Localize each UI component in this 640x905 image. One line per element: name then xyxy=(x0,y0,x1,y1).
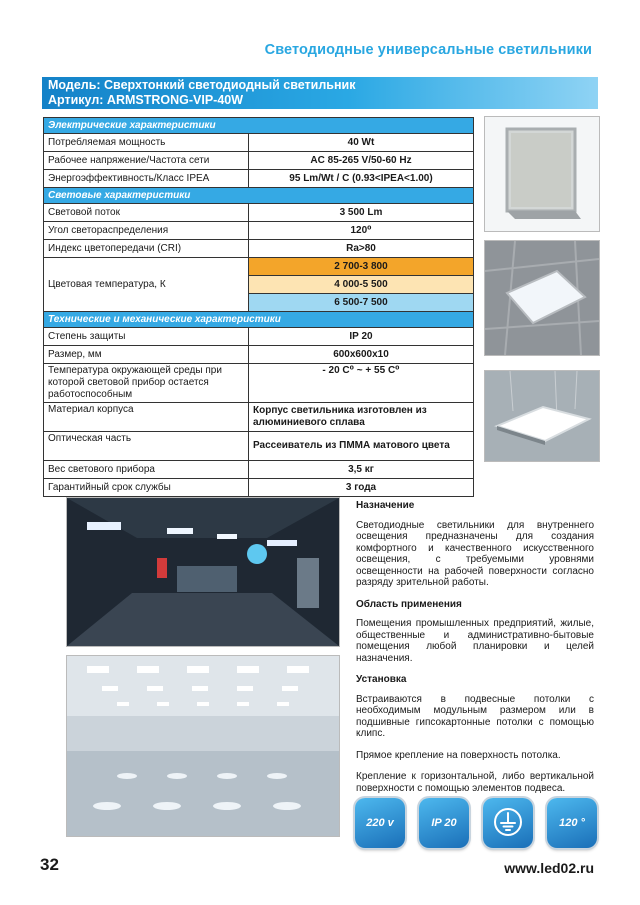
model-banner xyxy=(42,77,598,109)
section-technical-label: Технические и механические характеристики xyxy=(48,313,281,325)
color-temp-cold: 6 500-7 500 xyxy=(249,294,474,312)
product-photo-panel xyxy=(484,116,600,232)
section-light xyxy=(44,188,474,204)
install-text-1: Встраиваются в подвесные потолки с необходимым модульным размером или в подшивные гипсокартонные потолки с помощью клипс. xyxy=(356,693,594,739)
table-row xyxy=(44,134,474,152)
spec-value: Рассеиватель из ПММА матового цвета xyxy=(249,432,474,461)
install-text-2: Прямое крепление на поверхность потолка. xyxy=(356,749,561,761)
spec-value: 3 500 Lm xyxy=(249,204,474,222)
table-row xyxy=(44,403,474,432)
spec-label: Угол светораспределения xyxy=(44,222,249,240)
section-electrical xyxy=(44,118,474,134)
spec-table xyxy=(43,117,474,497)
spec-label: Потребляемая мощность xyxy=(44,134,249,152)
install-heading: Установка xyxy=(356,674,407,685)
spec-value: - 20 C⁰ ~ + 55 C⁰ xyxy=(249,364,474,403)
ground-badge xyxy=(483,798,533,848)
spec-value: Ra>80 xyxy=(249,240,474,258)
spec-label: Цветовая температура, К xyxy=(44,258,249,312)
table-row xyxy=(44,461,474,479)
color-temp-neutral: 4 000-5 500 xyxy=(249,276,474,294)
spec-label: Степень защиты xyxy=(44,328,249,346)
table-row xyxy=(44,432,474,461)
table-row xyxy=(44,152,474,170)
spec-value: 40 Wt xyxy=(249,134,474,152)
spec-label: Гарантийный срок службы xyxy=(44,479,249,497)
application-text: Помещения промышленных предприятий, жилые, общественные и административно-бытовые помещения любой планировки и целей назначения. xyxy=(356,618,594,664)
section-electrical-label: Электрические характеристики xyxy=(48,119,216,131)
spec-value: IP 20 xyxy=(249,328,474,346)
voltage-badge: 220 v xyxy=(355,798,405,848)
table-row xyxy=(44,364,474,403)
product-photo-suspended xyxy=(484,370,600,462)
spec-value: 120⁰ xyxy=(249,222,474,240)
table-row xyxy=(44,346,474,364)
spec-value: 600x600x10 xyxy=(249,346,474,364)
spec-label: Индекс цветопередачи (CRI) xyxy=(44,240,249,258)
application-heading: Область применения xyxy=(356,598,462,610)
table-row xyxy=(44,170,474,188)
purpose-text: Светодиодные светильники для внутреннего освещения предназначены для создания комфортного и качественного искусственного освещения, с требуемыми уровнями освещенности на рабочей поверхности согласно разряду зрительной работы. xyxy=(356,519,594,588)
table-row xyxy=(44,479,474,497)
description xyxy=(356,500,594,804)
spec-label: Рабочее напряжение/Частота сети xyxy=(44,152,249,170)
spec-label: Энергоэффективность/Класс IPEA xyxy=(44,170,249,188)
section-technical xyxy=(44,312,474,328)
spec-label: Материал корпуса xyxy=(44,403,249,432)
angle-badge: 120 ° xyxy=(547,798,597,848)
spec-value: Корпус светильника изготовлен из алюминиевого сплава xyxy=(249,403,474,432)
ground-icon xyxy=(493,807,523,840)
interior-photo-lobby xyxy=(66,497,340,647)
spec-value: 95 Lm/Wt / C (0.93<IPEA<1.00) xyxy=(249,170,474,188)
table-row xyxy=(44,258,474,276)
spec-value: 3 года xyxy=(249,479,474,497)
spec-value: AC 85-265 V/50-60 Hz xyxy=(249,152,474,170)
table-row xyxy=(44,328,474,346)
feature-badges xyxy=(355,798,600,848)
spec-label: Температура окружающей среды при которой световой прибор остается работоспособным xyxy=(44,364,249,403)
ip-badge: IP 20 xyxy=(419,798,469,848)
page-number: 32 xyxy=(40,855,59,874)
product-photo-ceiling xyxy=(484,240,600,356)
spec-label: Световой поток xyxy=(44,204,249,222)
interior-photo-hall xyxy=(66,655,340,837)
table-row xyxy=(44,204,474,222)
spec-value: 3,5 кг xyxy=(249,461,474,479)
website-url: www.led02.ru xyxy=(504,860,594,876)
header-title: Светодиодные универсальные светильники xyxy=(264,42,592,58)
model-title: Модель: Сверхтонкий светодиодный светильник xyxy=(48,78,356,92)
table-row xyxy=(44,222,474,240)
spec-label: Вес светового прибора xyxy=(44,461,249,479)
section-light-label: Световые характеристики xyxy=(48,189,191,201)
color-temp-warm: 2 700-3 800 xyxy=(249,258,474,276)
install-text-3: Крепление к горизонтальной, либо вертикальной поверхности с помощью элементов подвеса. xyxy=(356,771,594,794)
table-row xyxy=(44,240,474,258)
spec-label: Размер, мм xyxy=(44,346,249,364)
article-number: Артикул: ARMSTRONG-VIP-40W xyxy=(48,93,244,107)
purpose-heading: Назначение xyxy=(356,500,415,511)
spec-label: Оптическая часть xyxy=(44,432,249,461)
